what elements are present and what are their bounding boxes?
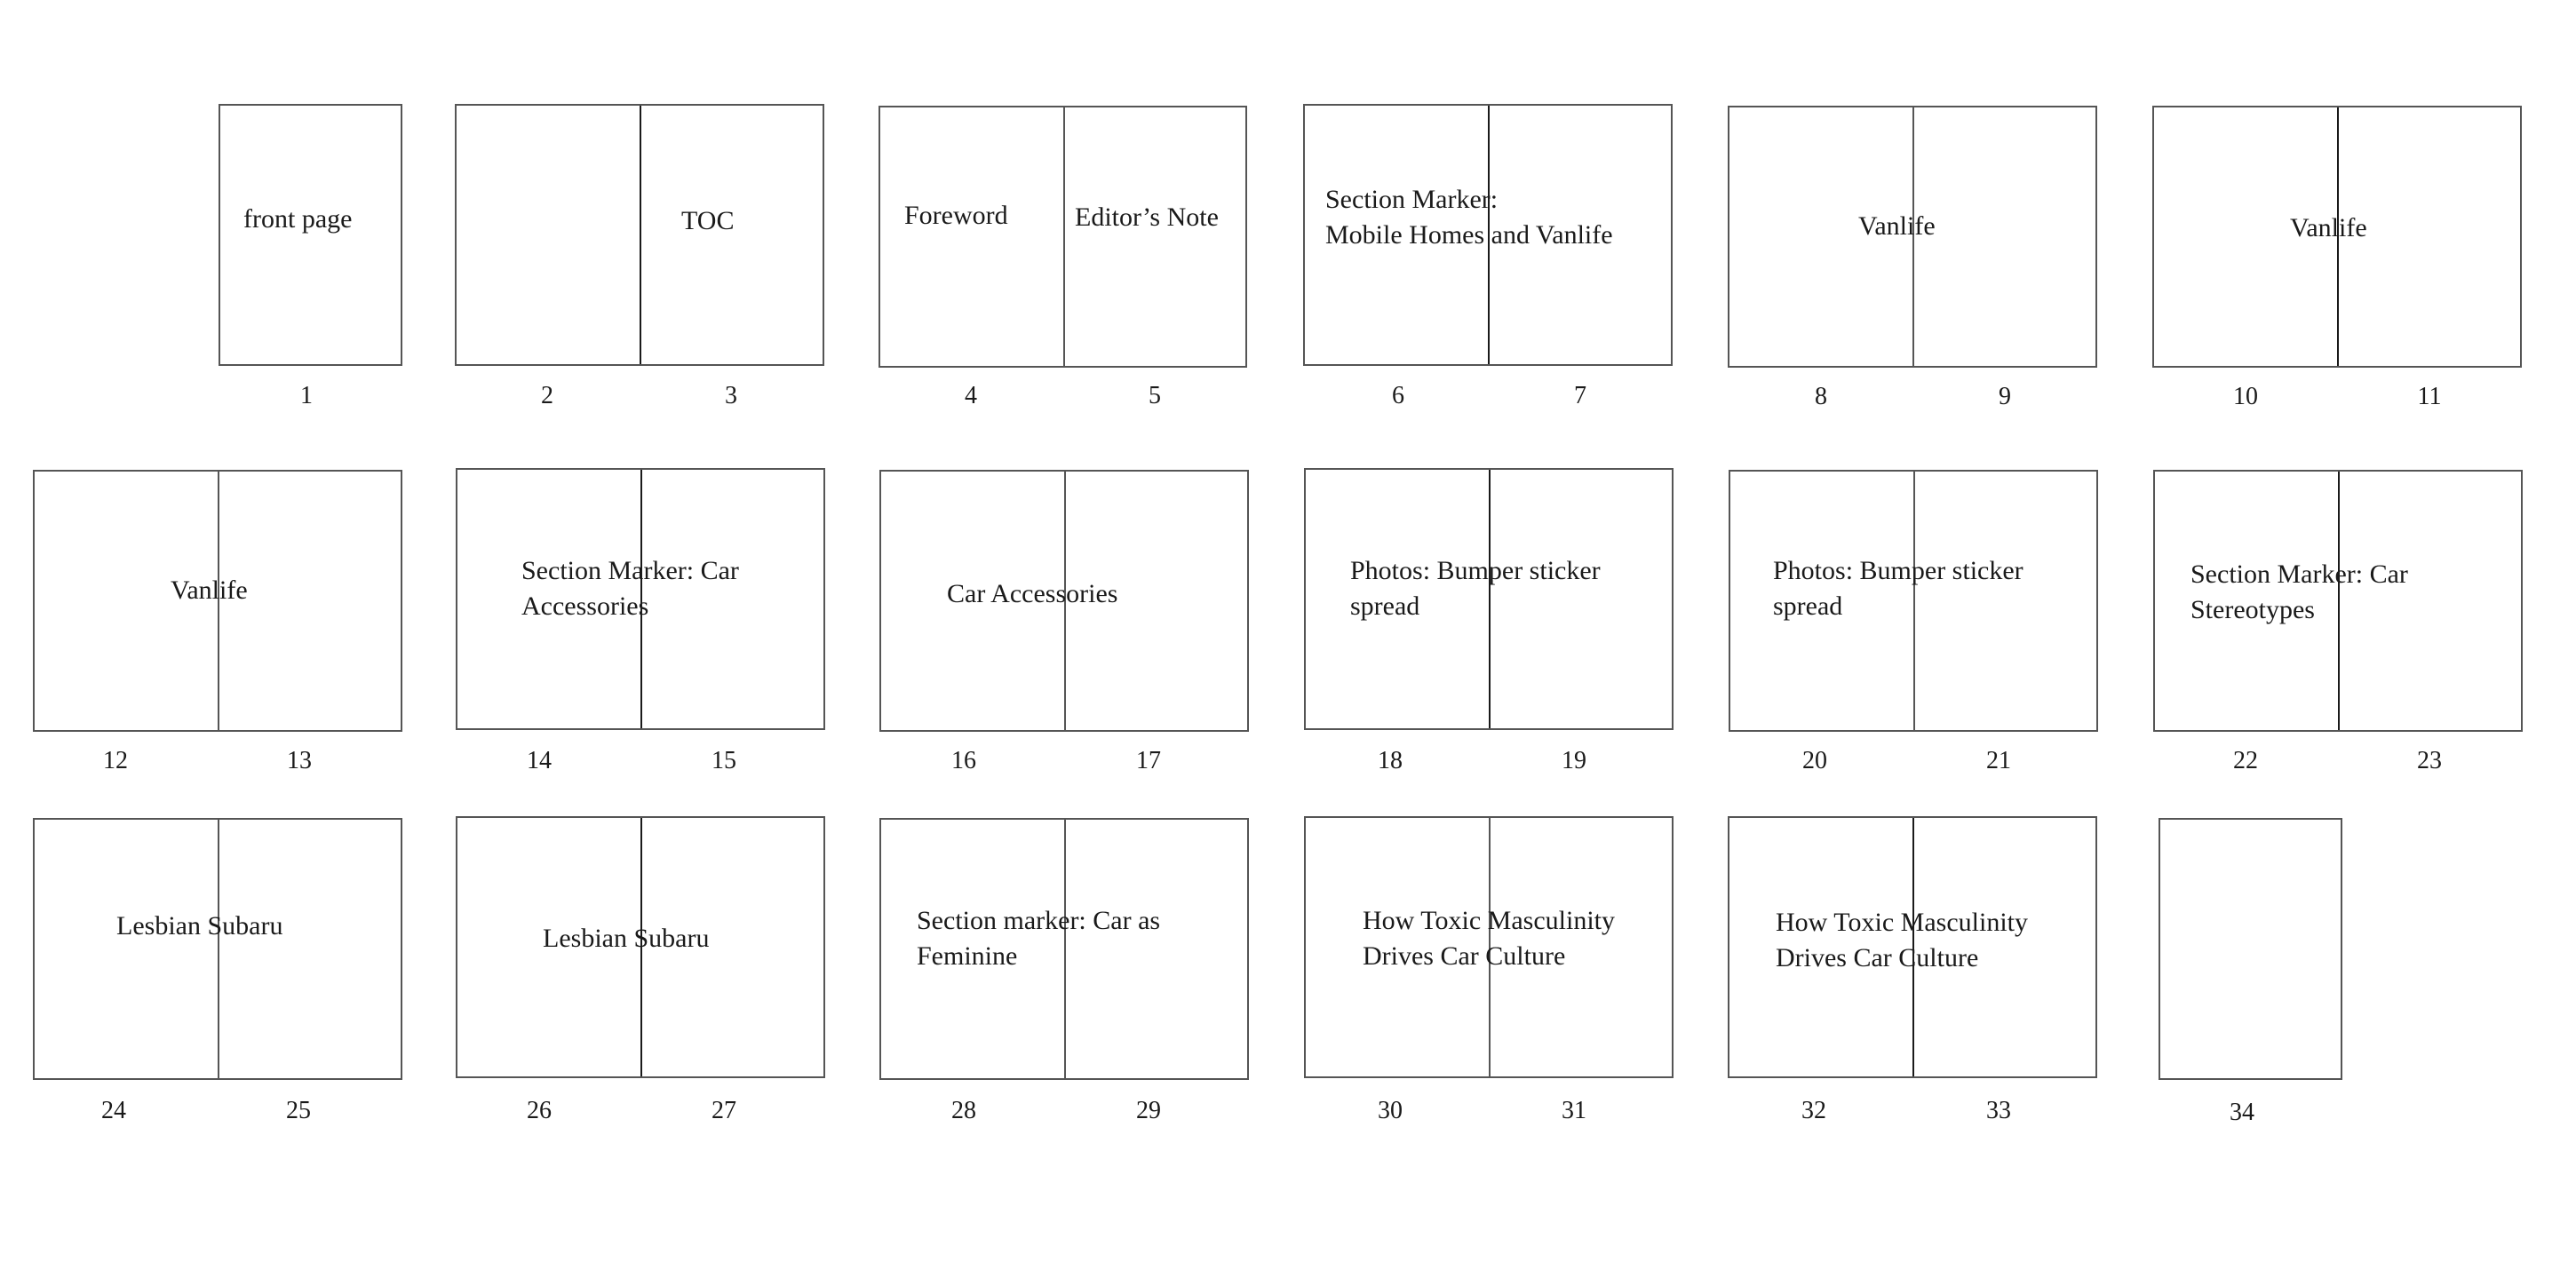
page-number: 12: [103, 747, 128, 774]
spread-box-6-7: [1303, 104, 1673, 366]
spread-fold: [218, 820, 219, 1078]
page-number: 22: [2233, 747, 2258, 774]
page-number: 32: [1801, 1097, 1826, 1124]
page-number: 34: [2230, 1099, 2254, 1126]
page-number: 28: [951, 1097, 976, 1124]
page-number: 26: [527, 1097, 552, 1124]
spread-box-16-17: [879, 470, 1249, 732]
spread-box-28-29: [879, 818, 1249, 1080]
page-number: 31: [1562, 1097, 1586, 1124]
spread-label: front page: [243, 204, 353, 234]
spread-label: Section Marker: Car Accessories: [521, 556, 739, 621]
page-box-34: [2159, 818, 2342, 1080]
spread-label: Lesbian Subaru: [116, 911, 283, 941]
spread-box-14-15: [456, 468, 825, 730]
page-number: 27: [712, 1097, 736, 1124]
spread-label: Photos: Bumper sticker spread: [1350, 556, 1601, 621]
page-number: 18: [1378, 747, 1403, 774]
spread-label: How Toxic Masculinity Drives Car Culture: [1776, 908, 2028, 972]
spread-label-left: Foreword: [904, 201, 1008, 230]
page-number: 20: [1802, 747, 1827, 774]
page-number: 11: [2417, 383, 2442, 410]
page-number: 25: [286, 1097, 311, 1124]
page-number: 24: [101, 1097, 126, 1124]
page-number: 2: [541, 382, 553, 409]
spread-label: Vanlife: [171, 575, 248, 605]
page-number: 13: [287, 747, 312, 774]
spread-label: Car Accessories: [947, 579, 1118, 608]
page-number: 23: [2417, 747, 2442, 774]
page-number: 29: [1136, 1097, 1161, 1124]
spread-box-30-31: [1304, 816, 1674, 1078]
page-number: 4: [965, 382, 977, 409]
spread-label: Section Marker: Car Stereotypes: [2190, 560, 2408, 624]
spread-box-18-19: [1304, 468, 1674, 730]
page-number: 21: [1986, 747, 2011, 774]
spread-fold: [1063, 107, 1065, 366]
spread-label-right: Editor’s Note: [1075, 202, 1219, 232]
spread-box-22-23: [2153, 470, 2523, 732]
page-number: 19: [1562, 747, 1586, 774]
spread-label: Section marker: Car as Feminine: [917, 906, 1161, 971]
page-number: 6: [1392, 382, 1404, 409]
page-number: 14: [527, 747, 552, 774]
spread-label: Section Marker: Mobile Homes and Vanlife: [1325, 185, 1613, 250]
page-number: 1: [300, 382, 313, 409]
spread-label: Vanlife: [1858, 211, 1936, 241]
page-number: 10: [2233, 383, 2258, 410]
page-number: 7: [1574, 382, 1586, 409]
spread-box-4-5: [879, 106, 1247, 368]
page-number: 17: [1136, 747, 1161, 774]
spread-label: TOC: [681, 206, 735, 235]
page-number: 33: [1986, 1097, 2011, 1124]
spread-box-2-3: [455, 104, 824, 366]
page-box-1: [219, 104, 402, 366]
spread-fold: [640, 106, 641, 364]
spread-label: Photos: Bumper sticker spread: [1773, 556, 2023, 621]
spread-box-20-21: [1729, 470, 2098, 732]
page-number: 15: [712, 747, 736, 774]
spread-box-24-25: [33, 818, 402, 1080]
spread-box-8-9: [1728, 106, 2097, 368]
spread-box-12-13: [33, 470, 402, 732]
spread-label: Lesbian Subaru: [543, 924, 710, 953]
page-number: 9: [1999, 383, 2011, 410]
spread-box-26-27: [456, 816, 825, 1078]
spread-label: Vanlife: [2290, 213, 2367, 242]
spread-label: How Toxic Masculinity Drives Car Culture: [1363, 906, 1615, 971]
page-number: 8: [1815, 383, 1827, 410]
page-number: 5: [1149, 382, 1161, 409]
page-number: 16: [951, 747, 976, 774]
page-number: 30: [1378, 1097, 1403, 1124]
page-number: 3: [725, 382, 737, 409]
spread-box-10-11: [2152, 106, 2522, 368]
spread-box-32-33: [1728, 816, 2097, 1078]
